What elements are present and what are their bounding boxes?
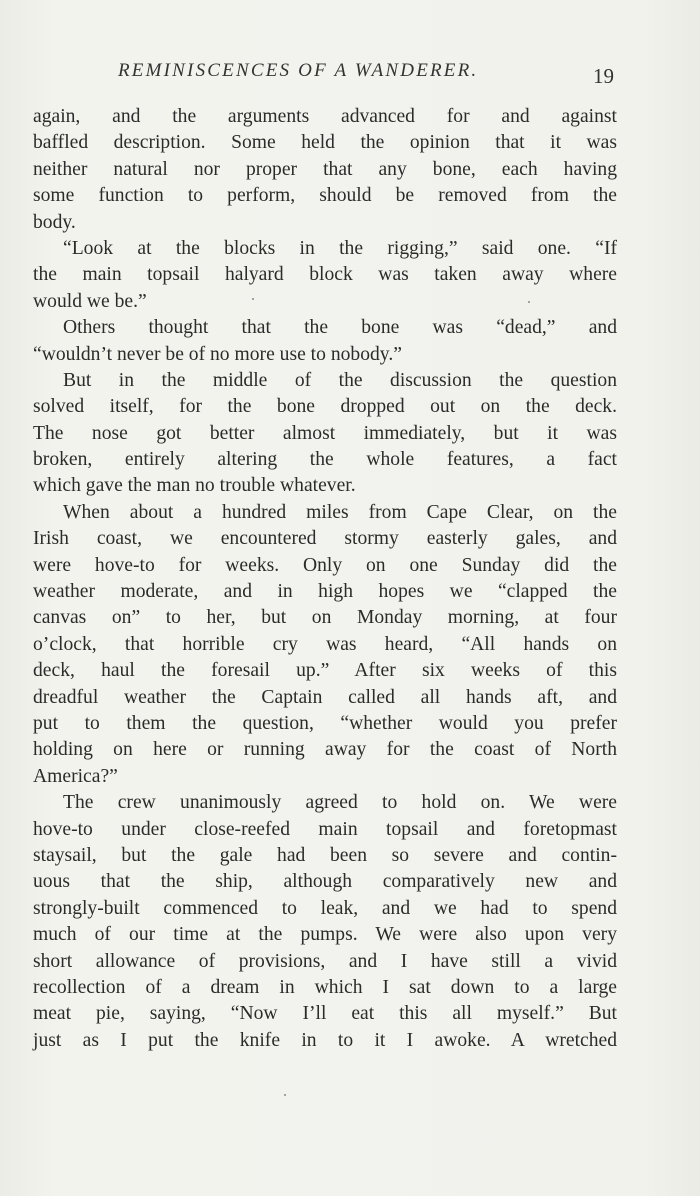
text-line: But in the middle of the discussion the question [63, 369, 617, 391]
paragraph [33, 368, 617, 500]
text-line: solved itself, for the bone dropped out on the deck. [33, 396, 617, 418]
text-line: o’clock, that horrible cry was heard, “All hands on [33, 633, 617, 655]
text-line: deck, haul the foresail up.” After six weeks of this [33, 660, 617, 682]
text-line: The nose got better almost immediately, but it was [33, 422, 617, 444]
text-line: dreadful weather the Captain called all hands aft, and [33, 686, 617, 708]
text-line: The crew unanimously agreed to hold on. We were [63, 792, 617, 814]
text-line: Irish coast, we encountered stormy easterly gales, and [33, 528, 617, 550]
text-line: were hove-to for weeks. Only on one Sunday did the [33, 554, 617, 576]
text-line: neither natural nor proper that any bone, each having [33, 158, 617, 180]
text-line: “Look at the blocks in the rigging,” said one. “If [63, 237, 617, 259]
paragraph [33, 104, 617, 236]
text-line: much of our time at the pumps. We were also upon very [33, 924, 617, 946]
text-line: Others thought that the bone was “dead,” and [63, 317, 617, 339]
text-line: hove-to under close-reefed main topsail and foretopmast [33, 818, 617, 840]
text-line: would we be.” [33, 290, 147, 312]
text-line: uous that the ship, although comparatively new and [33, 871, 617, 893]
text-line: strongly-built commenced to leak, and we had to spend [33, 897, 617, 919]
print-speck [284, 1094, 286, 1096]
paragraph [33, 236, 617, 315]
text-line: “wouldn’t never be of no more use to nobody.” [33, 343, 402, 365]
text-line: short allowance of provisions, and I have still a vivid [33, 950, 617, 972]
text-line: canvas on” to her, but on Monday morning, at four [33, 607, 617, 629]
text-line: again, and the arguments advanced for and against [33, 106, 617, 127]
text-line: holding on here or running away for the coast of North [33, 739, 617, 761]
paragraph [33, 500, 617, 790]
body-text [33, 104, 617, 1054]
text-line: staysail, but the gale had been so severe and contin- [33, 844, 617, 866]
paragraph [33, 315, 617, 368]
running-head-title: REMINISCENCES OF A WANDERER. [118, 60, 479, 81]
text-line: put to them the question, “whether would you prefer [33, 712, 617, 734]
text-line: weather moderate, and in high hopes we “clapped the [33, 581, 617, 603]
text-line: meat pie, saying, “Now I’ll eat this all myself.” But [33, 1003, 617, 1025]
text-line: America?” [33, 765, 118, 787]
text-line: body. [33, 211, 76, 233]
text-line: broken, entirely altering the whole features, a fact [33, 449, 617, 471]
text-line: some function to perform, should be removed from the [33, 185, 617, 207]
print-speck [252, 298, 254, 300]
text-line: When about a hundred miles from Cape Clear, on the [63, 501, 617, 523]
text-line: the main topsail halyard block was taken away where [33, 264, 617, 286]
text-line: just as I put the knife in to it I awoke. A wretched [33, 1029, 617, 1051]
page-number: 19 [593, 64, 614, 88]
paragraph [33, 790, 617, 1054]
text-line: which gave the man no trouble whatever. [33, 475, 356, 497]
print-speck [528, 301, 530, 303]
text-line: baffled description. Some held the opinion that it was [33, 132, 617, 154]
text-line: recollection of a dream in which I sat down to a large [33, 976, 617, 998]
